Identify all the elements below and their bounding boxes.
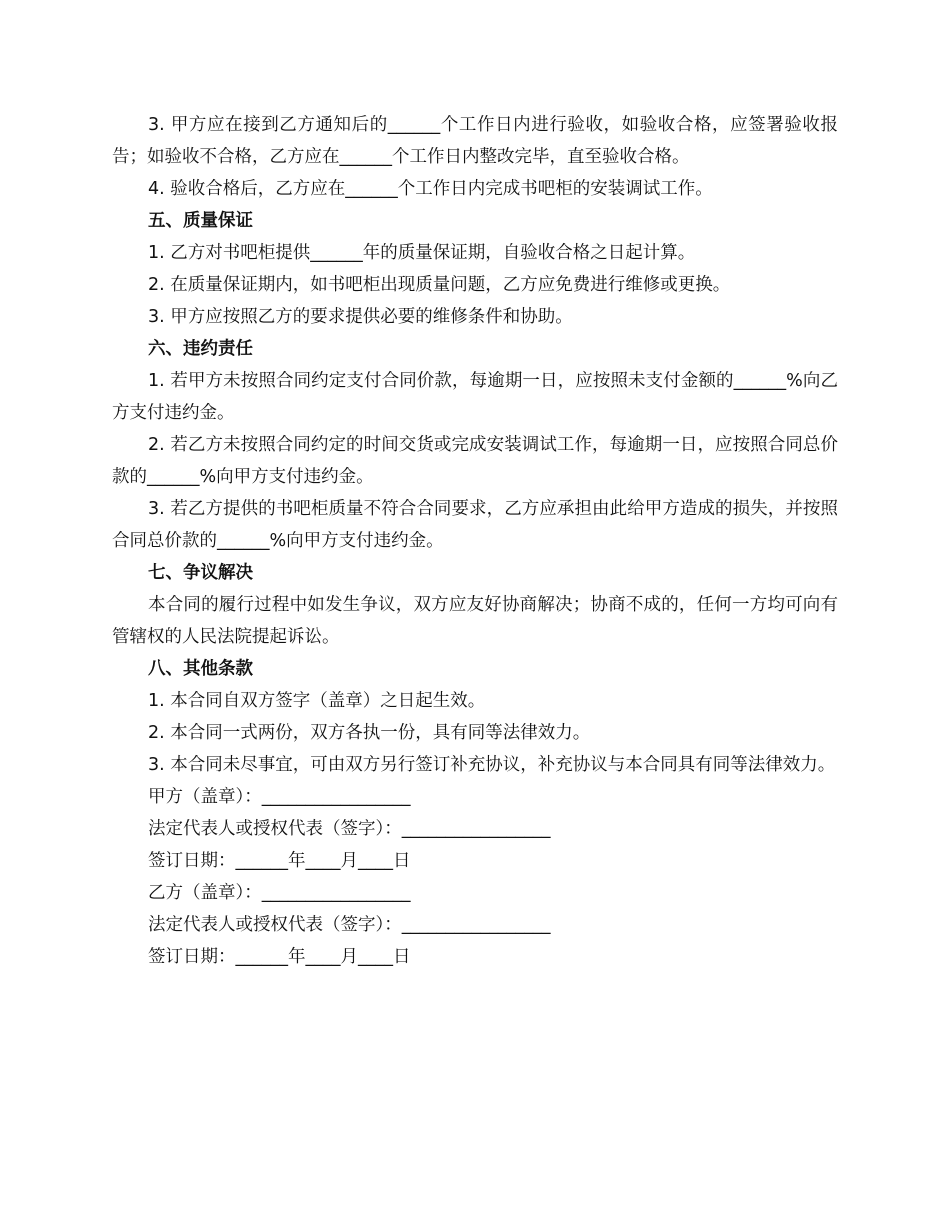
- party-b-date-line: 签订日期：______年____月____日: [148, 947, 411, 967]
- section-heading-liability: 六、违约责任: [148, 339, 253, 359]
- party-a-rep-line: 法定代表人或授权代表（签字）：_________________: [148, 819, 551, 839]
- party-b-seal-line: 乙方（盖章）：_________________: [148, 883, 411, 903]
- clause-acceptance-3: 3. 甲方应在接到乙方通知后的______个工作日内进行验收，如验收合格，应签署验收报告；如验收不合格，乙方应在______个工作日内整改完毕，直至验收合格。: [112, 115, 838, 167]
- party-a-seal-line: 甲方（盖章）：_________________: [148, 787, 411, 807]
- clause-quality-3: 3. 甲方应按照乙方的要求提供必要的维修条件和协助。: [148, 307, 573, 327]
- contract-page: [112, 109, 838, 973]
- clause-dispute-1: 本合同的履行过程中如发生争议，双方应友好协商解决；协商不成的，任何一方均可向有管辖权的人民法院提起诉讼。: [112, 595, 838, 647]
- section-heading-quality: 五、质量保证: [148, 211, 253, 231]
- party-b-rep-line: 法定代表人或授权代表（签字）：_________________: [148, 915, 551, 935]
- clause-liability-1: 1. 若甲方未按照合同约定支付合同价款，每逾期一日，应按照未支付金额的______%向乙方支付违约金。: [112, 371, 838, 423]
- signature-block: [112, 781, 838, 973]
- section-heading-dispute: 七、争议解决: [148, 563, 253, 583]
- clause-acceptance-4: 4. 验收合格后，乙方应在______个工作日内完成书吧柜的安装调试工作。: [148, 179, 713, 199]
- clause-other-2: 2. 本合同一式两份，双方各执一份，具有同等法律效力。: [148, 723, 591, 743]
- party-a-date-line: 签订日期：______年____月____日: [148, 851, 411, 871]
- section-heading-other: 八、其他条款: [148, 659, 253, 679]
- clause-quality-1: 1. 乙方对书吧柜提供______年的质量保证期，自验收合格之日起计算。: [148, 243, 696, 263]
- clause-liability-3: 3. 若乙方提供的书吧柜质量不符合合同要求，乙方应承担由此给甲方造成的损失，并按照合同总价款的______%向甲方支付违约金。: [112, 499, 838, 551]
- clause-other-1: 1. 本合同自双方签字（盖章）之日起生效。: [148, 691, 486, 711]
- clause-other-3: 3. 本合同未尽事宜，可由双方另行签订补充协议，补充协议与本合同具有同等法律效力。: [148, 755, 836, 775]
- clause-liability-2: 2. 若乙方未按照合同约定的时间交货或完成安装调试工作，每逾期一日，应按照合同总价款的______%向甲方支付违约金。: [112, 435, 838, 487]
- clause-quality-2: 2. 在质量保证期内，如书吧柜出现质量问题，乙方应免费进行维修或更换。: [148, 275, 731, 295]
